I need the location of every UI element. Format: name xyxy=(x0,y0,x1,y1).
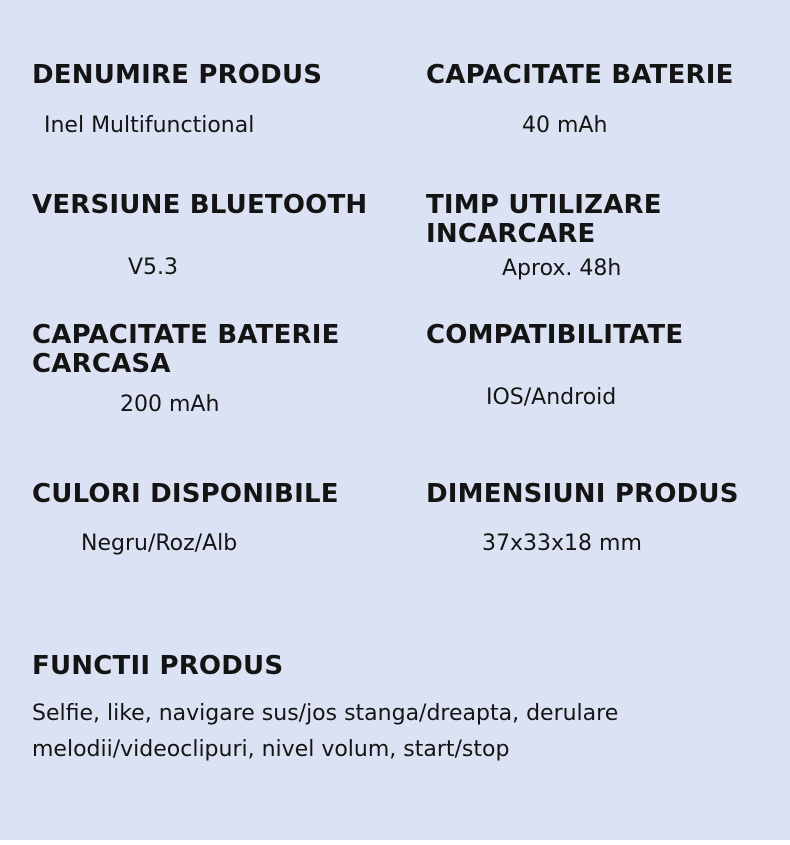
spec-title-bluetooth-version: VERSIUNE BLUETOOTH xyxy=(32,190,368,220)
spec-title-case-battery: CAPACITATE BATERIE CARCASA xyxy=(32,320,340,379)
spec-title-compatibility: COMPATIBILITATE xyxy=(426,320,684,350)
spec-value-dimensions: 37x33x18 mm xyxy=(482,531,642,556)
functions-title: FUNCTII PRODUS xyxy=(32,651,284,681)
spec-title-usage-time: TIMP UTILIZARE INCARCARE xyxy=(426,190,662,249)
spec-value-case-battery: 200 mAh xyxy=(120,392,220,417)
functions-text: Selfie, like, navigare sus/jos stanga/dreapta, derulare melodii/videoclipuri, nivel volum, start/stop xyxy=(32,701,619,762)
spec-title-dimensions: DIMENSIUNI PRODUS xyxy=(426,479,739,509)
spec-value-colors: Negru/Roz/Alb xyxy=(81,531,238,556)
spec-value-battery-capacity: 40 mAh xyxy=(522,113,608,138)
bottom-border xyxy=(0,840,790,845)
spec-value-product-name: Inel Multifunctional xyxy=(44,113,255,138)
spec-value-usage-time: Aprox. 48h xyxy=(502,256,622,281)
spec-value-compatibility: IOS/Android xyxy=(486,385,617,410)
spec-value-bluetooth-version: V5.3 xyxy=(128,255,179,280)
spec-title-battery-capacity: CAPACITATE BATERIE xyxy=(426,60,734,90)
spec-title-product-name: DENUMIRE PRODUS xyxy=(32,60,323,90)
spec-title-colors: CULORI DISPONIBILE xyxy=(32,479,339,509)
